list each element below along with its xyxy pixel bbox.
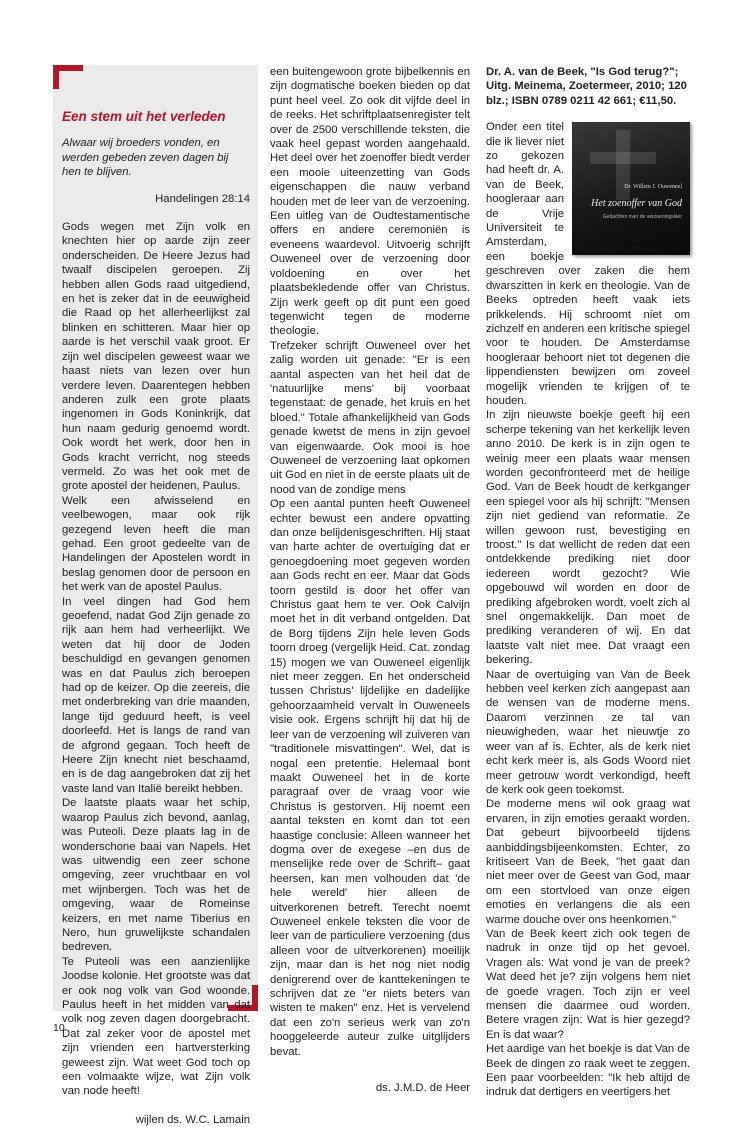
sidebar-paragraph: In veel dingen had God hem geoefend, nadat God Zijn genade zo rijk aan hem had verheerlijkt. We weten dat hij door de Joden beschuldigd en gevangen genomen was en dat Paulus zich beroepen had op de keizer. Op die zeereis, die met onderbreking van drie maanden, lange tijd geduurd heeft, is veel doorleefd. Het is langs de rand van de afgrond gegaan. Toch heeft de Heere Zijn knecht niet beschaamd, en is de dag aangebroken dat zij het vaste land van Italië bereikt hebben. xyxy=(62,595,250,795)
book-review-heading: Dr. A. van de Beek, "Is God terug?"; Uitg. Meinema, Zoetermeer, 2010; 120 blz.; ISBN 0789 0211 42 661; €11,50. xyxy=(486,66,687,107)
right-paragraph: Het aardige van het boekje is dat Van de Beek de dingen zo raak weet te zeggen. Een paar voorbeelden: "Ik heb altijd de indruk dat dertigers en veertigers het xyxy=(486,1043,690,1099)
right-paragraph: De moderne mens wil ook graag wat ervaren, in zijn emoties geraakt worden. Dat gebeurt bijvoorbeeld tijdens aanbiddingsbijeenkomsten. Echter, zo kritiseert Van de Beek, "het gaat dan niet meer over de Geest van God, maar om een stortvloed van onze eigen emoties en verlangens die als een warme douche over ons heenkomen." xyxy=(486,798,690,926)
book-cover-image xyxy=(572,122,690,255)
right-paragraph: Van de Beek keert zich ook tegen de nadruk in onze tijd op het gevoel. Vragen als: Wat vond je van de preek? Wat deed het je? zijn volgens hem niet de goede vragen. Toch zijn er veel mensen die daarmee oud worden. Betere vragen zijn: Wat is hier gezegd? En is dat waar? xyxy=(486,927,690,1041)
sidebar-paragraph: Gods wegen met Zijn volk en knechten hier op aarde zijn zeer onderscheiden. De Heere Jezus had twaalf discipelen geroepen. Zij hebben allen Gods raad uitgediend, en het is zeker dat in de eeuwigheid die Raad op het allerheerlijkst zal blinken en schitteren. Maar hier op aarde is het verschil vaak groot. Er zijn wel discipelen geweest waar we haast niets van lezen over hun verdere leven. Daarentegen hebben anderen zulk een grote plaats ingenomen in Gods Koninkrijk, dat hun naam gedurig genoemd wordt. Ook wordt het werk, door hen in Gods kracht verricht, nog steeds vermeld. Zo was het ook met de grote apostel der heidenen, Paulus. xyxy=(62,221,250,493)
page-number: 10 xyxy=(53,1022,65,1034)
right-paragraph: Onder een titel die ik liever niet zo gekozen had heeft dr. A. van de Beek, hoogleraar aan de Vrije Universiteit te Amsterdam, een boekje geschreven over zaken die hem dwarszitten in kerk en theologie. Van de Beeks optreden heeft vaak iets prikkelends. Hij schroomt niet om zichzelf en anderen een kritische spiegel voor te houden. De Amsterdamse hoogleraar behoort niet tot degenen die lippendiensten bewijzen om zoveel mogelijk vrienden te krijgen of te houden. xyxy=(486,121,690,407)
middle-paragraph: Op een aantal punten heeft Ouweneel echter bewust een andere opvatting dan onze belijdenisgeschriften. Hij staat van harte achter de overtuiging dat er genoegdoening moet gegeven worden aan Gods recht en eer. Maar dat Gods toorn gestild is door het offer van Christus gaat hem te ver. Ook Calvijn moet het in dit verband ontgelden. Dat de Borg tijdens Zijn hele leven Gods toorn droeg (vergelijk Heid. Cat. zondag 15) mogen we van Ouweneel eigenlijk niet meer zeggen. En het onderscheid tussen Christus' lijdelijke en dadelijke gehoorzaamheid vervalt in Ouweneels visie ook. Ergens schrijft hij dat hij de leer van de verzoening wil zuiveren van "traditionele misvattingen". Wel, dat is nogal een pretentie. Helemaal bont maakt Ouweneel het in de korte paragraaf over de vraag voor wie Christus is gestorven. Hij noemt een aantal teksten en komt dan tot een haastige conclusie: Alleen wanneer het dogma over de exegese –en dus de menselijke rede over de Schrift– gaat heersen, kan men volhouden dat 'de hele wereld' hier alleen de uitverkorenen betreft. Terecht noemt Ouweneel enkele teksten die voor de leer van de particuliere verzoening (dus alleen voor de uitverkorenen) moeilijk zijn, maar dan is het nog niet nodig denigrerend over de kanttekeningen te schrijven dat ze "er niets beters van wisten te maken" enz. Het is vervelend dat een zo'n serieus werk van zo'n hooggeleerde auteur zulke uitglijders bevat. xyxy=(270,498,470,1058)
book-cover-title: Het zoenoffer van God xyxy=(591,198,682,210)
right-paragraph: In zijn nieuwste boekje geeft hij een scherpe tekening van het kerkelijk leven anno 2010. De kerk is in zijn ogen te weinig meer een plaats waar mensen worden geconfronteerd met de heilige God. Van de Beek houdt de kerkganger een spiegel voor als hij schrijft: "Mensen zijn niet gediend van reformatie. Ze willen gewoon rust, bevestiging en troost." Is dat wellicht de reden dat een ontdekkende prediking niet door iedereen wordt gezocht? Wie opgebouwd wil worden en door de prediking afgebroken wordt, voelt zich al snel ongemakkelijk. Dan moet de prediking veranderen of wij. En dat laatste valt niet mee. Dat vraagt een bekering. xyxy=(486,409,690,667)
middle-paragraph: een buitengewoon grote bijbelkennis en zijn dogmatische boeken bieden op dat punt heel veel. Zo ook dit vijfde deel in de reeks. Het schriftplaatsenregister telt over de 2500 verschillende teksten, die vaak heel gepast worden aangehaald. Het deel over het zoenoffer biedt verder een mooie uiteenzetting van Gods eigenschappen die nauw verband houden met de leer van de verzoening. Een uitleg van de Oudtestamentische offers en andere ceremoniën is eveneens waardevol. Uitvoerig schrijft Ouweneel over de verzoening door voldoening en over het plaatsbekledende offer van Christus. Zijn werk geeft op dit punt een goed tegenwicht tegen de moderne theologie. xyxy=(270,66,470,338)
book-cover-subtitle: Gedachten over de verzoeningsleer xyxy=(602,214,682,221)
sidebar-quote: Alwaar wij broeders vonden, en werden gebeden zeven dagen bij hen te blijven. xyxy=(62,137,229,179)
middle-column xyxy=(270,65,470,1095)
right-column xyxy=(486,65,690,1100)
corner-accent-top-left-horizontal xyxy=(53,65,83,71)
sidebar-paragraph: Te Puteoli was een aanzienlijke Joodse kolonie. Het grootste was dat er ook nog volk van God woonde. Paulus heeft in het midden van dat volk nog zeven dagen doorgebracht. Dat zal zeker voor de apostel met zijn vrienden een hartversterking geweest zijn. Wat weet God toch op een volmaakte wijze, wat Zijn volk van node heeft! xyxy=(62,955,250,1098)
sidebar-paragraph: De laatste plaats waar het schip, waarop Paulus zich bevond, aanlag, was Puteoli. Deze plaats lag in de wonderschone baai van Napels. Het was uitwendig een zeer schone omgeving, zeer vruchtbaar en vol met wijnbergen. Toch was het de omgeving, waar de Romeinse keizers, en met name Tiberius en Nero, hun gruwelijkste schandalen bedreven. xyxy=(62,797,250,954)
sidebar-paragraph: Welk een afwisselend en veelbewogen, maar ook rijk gezegend leven heeft die man gehad. Een groot gedeelte van de Handelingen der Apostelen wordt in beslag genomen door de persoon en het werk van de apostel Paulus. xyxy=(62,494,250,594)
sidebar-heading: Een stem uit het verleden xyxy=(62,109,226,124)
sidebar-reference: Handelingen 28:14 xyxy=(155,192,250,205)
book-cover-author: Dr. Willem J. Ouweneel xyxy=(624,184,682,191)
sidebar-article xyxy=(62,110,250,1127)
middle-paragraph: Trefzeker schrijft Ouweneel over het zalig worden uit genade: "Er is een aantal aspecten van het heil dat de 'natuurlijke mens' bij voorbaat tegenstaat: de genade, het kruis en het bloed." Totale afhankelijkheid van Gods genade kwetst de mens in zijn gevoel van eigenwaarde. Ook mooi is hoe Ouweneel de verzoening laat opkomen uit God en niet in de eerste plaats uit de nood van de zondige mens xyxy=(270,339,470,496)
middle-signature: ds. J.M.D. de Heer xyxy=(375,1082,470,1095)
right-paragraph: Naar de overtuiging van Van de Beek hebben veel kerken zich aangepast aan de wensen van de moderne mens. Daarom verzinnen ze tal van nieuwigheden, waar het nieuwtje zo weer van af is. Echter, als de kerk niet echt kerk meer is, als Gods Woord niet meer getrouw wordt verkondigd, heeft de kerk ook geen toekomst. xyxy=(486,668,690,796)
sidebar-signature: wijlen ds. W.C. Lamain xyxy=(135,1113,250,1126)
